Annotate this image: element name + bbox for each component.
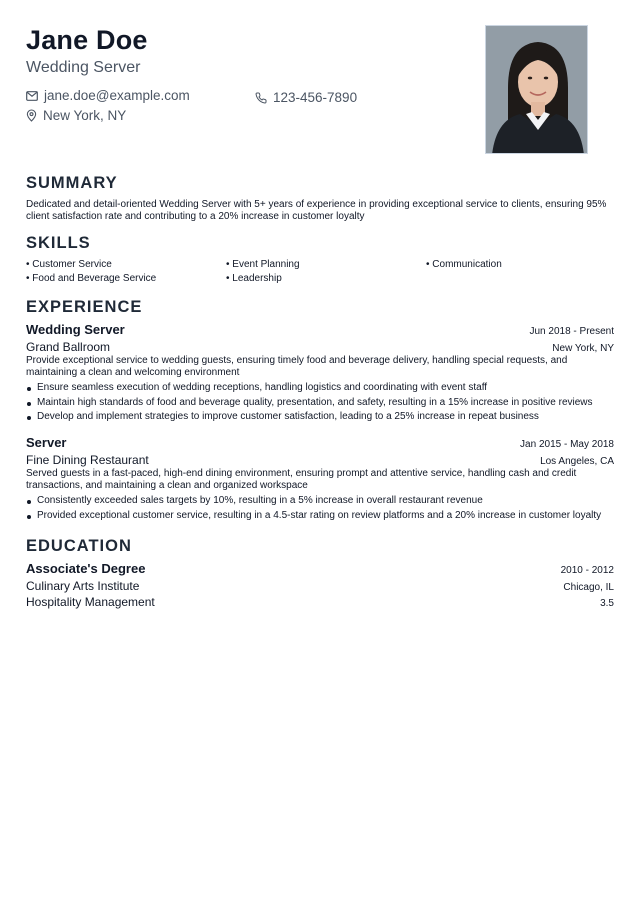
profile-photo — [485, 25, 588, 154]
education-heading: EDUCATION — [26, 537, 132, 555]
email-contact[interactable] — [26, 88, 190, 103]
education-entry — [26, 561, 614, 609]
job-dates: Jun 2018 - Present — [529, 326, 614, 337]
job-entry — [26, 435, 614, 523]
skill-item: • Communication — [426, 259, 614, 270]
job-entry — [26, 322, 614, 425]
education-dates: 2010 - 2012 — [560, 565, 614, 576]
map-pin-icon — [26, 109, 37, 122]
experience-heading: EXPERIENCE — [26, 298, 143, 316]
degree: Associate's Degree — [26, 561, 146, 576]
resume-page — [26, 0, 614, 905]
phone-contact[interactable] — [255, 90, 357, 105]
job-location: New York, NY — [552, 343, 614, 354]
job-title: Wedding Server — [26, 322, 125, 337]
mail-icon — [26, 91, 38, 101]
skills-list — [26, 259, 614, 284]
job-bullet: Ensure seamless execution of wedding receptions, handling logistics and coordinating with event staff — [26, 381, 614, 396]
skill-item: • Food and Beverage Service — [26, 273, 226, 284]
job-bullets — [26, 494, 614, 523]
job-bullet: Provided exceptional customer service, resulting in a 4.5-star rating on review platforms and a 20% increase in customer loyalty — [26, 509, 614, 524]
school-location: Chicago, IL — [563, 582, 614, 593]
company-name: Grand Ballroom — [26, 340, 111, 354]
skill-item: • Leadership — [226, 273, 426, 284]
job-description: Provide exceptional service to wedding guests, ensuring timely food and beverage delivery, handling special requests, and maintaining a clean and welcoming environment — [26, 355, 568, 378]
job-bullet: Develop and implement strategies to improve customer satisfaction, leading to a 25% increase in repeat business — [26, 410, 614, 425]
skills-heading: SKILLS — [26, 234, 91, 252]
summary-text: Dedicated and detail-oriented Wedding Server with 5+ years of experience in providing exceptional service to clients, ensuring 95% client satisfaction rate and contributing to a 20% increase in customer loyalty — [26, 199, 607, 222]
summary-heading: SUMMARY — [26, 174, 118, 192]
company-name: Fine Dining Restaurant — [26, 453, 149, 467]
location-contact — [26, 108, 126, 123]
job-bullet: Maintain high standards of food and beverage quality, presentation, and safety, resulting in a 15% increase in positive reviews — [26, 396, 614, 411]
skill-item: • Event Planning — [226, 259, 426, 270]
phone-text: 123-456-7890 — [273, 90, 358, 105]
job-bullets — [26, 381, 614, 425]
field-of-study: Hospitality Management — [26, 595, 155, 609]
school-name: Culinary Arts Institute — [26, 579, 140, 593]
job-bullet: Consistently exceeded sales targets by 10%, resulting in a 5% increase in overall restaurant revenue — [26, 494, 614, 509]
location-text: New York, NY — [43, 108, 127, 123]
job-dates: Jan 2015 - May 2018 — [520, 439, 614, 450]
skill-item: • Customer Service — [26, 259, 226, 270]
job-location: Los Angeles, CA — [540, 456, 614, 467]
gpa: 3.5 — [600, 598, 614, 609]
candidate-title: Wedding Server — [26, 59, 141, 76]
email-text: jane.doe@example.com — [44, 88, 190, 103]
candidate-name: Jane Doe — [26, 25, 148, 55]
job-description: Served guests in a fast-paced, high-end dining environment, ensuring prompt and attentive service, handling cash and credit transactions, and maintaining a clean and organized workspace — [26, 468, 577, 491]
job-title: Server — [26, 435, 67, 450]
phone-icon — [255, 92, 267, 104]
